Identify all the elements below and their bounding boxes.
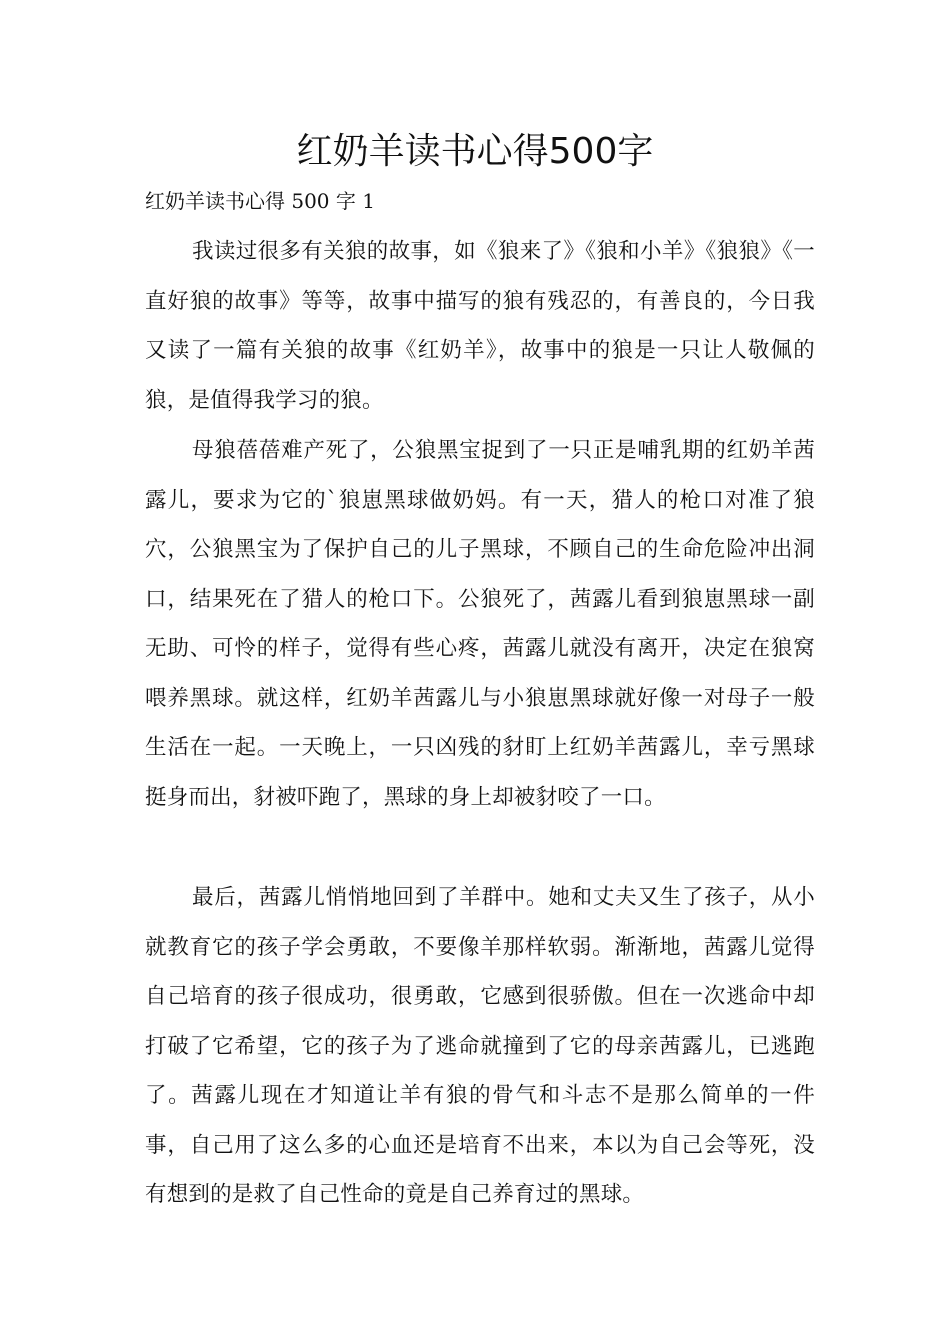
paragraph-3: 最后，茜露儿悄悄地回到了羊群中。她和丈夫又生了孩子，从小就教育它的孩子学会勇敢，不要像羊那样软弱。渐渐地，茜露儿觉得自己培育的孩子很成功，很勇敢，它感到很骄傲。但在一次逃命中却打破了它希望，它的孩子为了逃命就撞到了它的母亲茜露儿，已逃跑了。茜露儿现在才知道让羊有狼的骨气和斗志不是那么简单的一件事，自己用了这么多的心血还是培育不出来，本以为自己会等死，没有想到的是救了自己性命的竟是自己养育过的黑球。 [145,885,815,1207]
paragraph-1: 我读过很多有关狼的故事，如《狼来了》《狼和小羊》《狼狼》《一直好狼的故事》等等，故事中描写的狼有残忍的，有善良的，今日我又读了一篇有关狼的故事《红奶羊》，故事中的狼是一只让人敬佩的狼，是值得我学习的狼。 [145,239,815,413]
document-subtitle: 红奶羊读书心得 500 字 1 [145,189,375,213]
document-title: 红奶羊读书心得500字 [296,131,654,172]
paragraph-2: 母狼蓓蓓难产死了，公狼黑宝捉到了一只正是哺乳期的红奶羊茜露儿，要求为它的`狼崽黑球做奶妈。有一天，猎人的枪口对准了狼穴，公狼黑宝为了保护自己的儿子黑球，不顾自己的生命危险冲出洞口，结果死在了猎人的枪口下。公狼死了，茜露儿看到狼崽黑球一副无助、可怜的样子，觉得有些心疼，茜露儿就没有离开，决定在狼窝喂养黑球。就这样，红奶羊茜露儿与小狼崽黑球就好像一对母子一般生活在一起。一天晚上，一只凶残的豺盯上红奶羊茜露儿，幸亏黑球挺身而出，豺被吓跑了，黑球的身上却被豺咬了一口。 [145,438,815,810]
